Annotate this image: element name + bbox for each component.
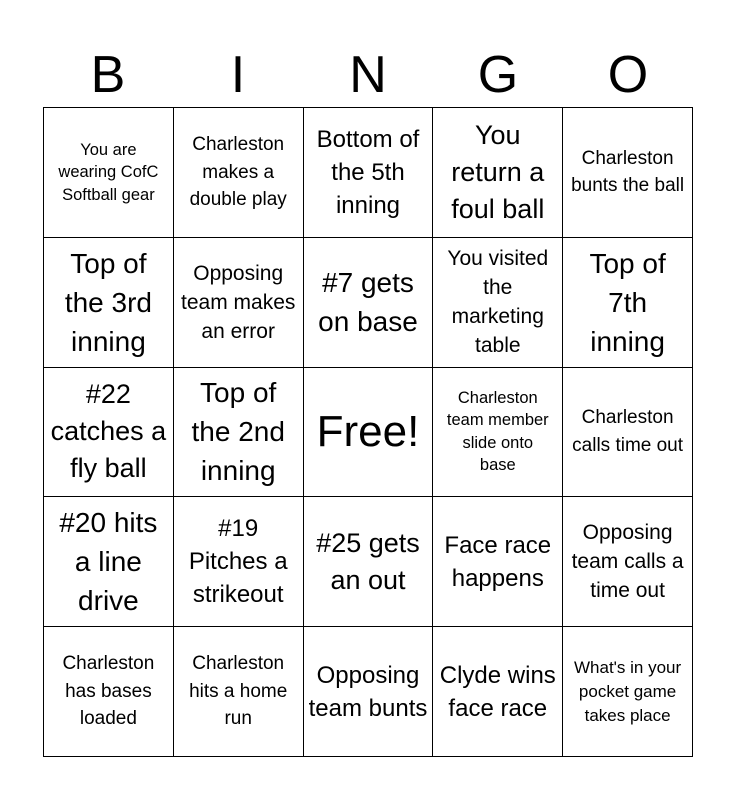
bingo-cell[interactable] bbox=[304, 108, 434, 238]
cell-text: You are wearing CofC Softball gear bbox=[58, 140, 159, 204]
cell-text: Charleston calls time out bbox=[572, 407, 684, 456]
header-letter-b: B bbox=[90, 46, 126, 104]
bingo-cell[interactable] bbox=[304, 238, 434, 368]
cell-text: Top of the 2nd inning bbox=[191, 377, 285, 487]
cell-text: Charleston team member slide onto base bbox=[446, 388, 549, 475]
cell-text: #25 gets an out bbox=[316, 527, 420, 595]
bingo-cell[interactable] bbox=[433, 497, 563, 627]
header-letter-n: N bbox=[349, 46, 387, 104]
bingo-cell[interactable] bbox=[563, 238, 693, 368]
bingo-cell[interactable] bbox=[563, 627, 693, 757]
bingo-cell[interactable] bbox=[174, 108, 304, 238]
cell-text: You visited the marketing table bbox=[447, 247, 549, 358]
cell-text: Bottom of the 5th inning bbox=[316, 125, 420, 219]
bingo-cell[interactable] bbox=[44, 497, 174, 627]
cell-text: #19 Pitches a strikeout bbox=[188, 515, 288, 609]
cell-text: Charleston makes a double play bbox=[189, 134, 287, 211]
header-letter-i: I bbox=[230, 46, 246, 104]
cell-text: What's in your pocket game takes place bbox=[574, 657, 682, 725]
bingo-cell[interactable] bbox=[433, 238, 563, 368]
free-space-text: Free! bbox=[316, 406, 420, 456]
bingo-cell[interactable] bbox=[44, 368, 174, 498]
bingo-cell[interactable] bbox=[433, 108, 563, 238]
bingo-cell[interactable] bbox=[44, 238, 174, 368]
header-letter-o: O bbox=[607, 46, 649, 104]
cell-text: Opposing team makes an error bbox=[181, 261, 296, 343]
cell-text: Charleston hits a home run bbox=[189, 653, 288, 730]
bingo-cell[interactable] bbox=[304, 627, 434, 757]
cell-text: Opposing team bunts bbox=[308, 661, 428, 722]
cell-text: Face race happens bbox=[444, 531, 552, 592]
bingo-cell[interactable] bbox=[433, 627, 563, 757]
cell-text: You return a foul ball bbox=[451, 119, 545, 224]
cell-text: #20 hits a line drive bbox=[59, 507, 158, 617]
cell-text: Opposing team calls a time out bbox=[571, 521, 684, 603]
cell-text: Charleston bunts the ball bbox=[571, 147, 685, 197]
cell-text: #22 catches a fly ball bbox=[50, 379, 167, 484]
header-letter-g: G bbox=[477, 46, 519, 104]
cell-text: Top of 7th inning bbox=[589, 247, 666, 357]
cell-text: Charleston has bases loaded bbox=[62, 653, 155, 730]
bingo-cell[interactable] bbox=[174, 627, 304, 757]
bingo-cell[interactable] bbox=[563, 108, 693, 238]
bingo-cell[interactable] bbox=[174, 497, 304, 627]
bingo-cell[interactable] bbox=[44, 627, 174, 757]
bingo-cell[interactable] bbox=[174, 238, 304, 368]
bingo-cell[interactable] bbox=[304, 497, 434, 627]
bingo-cell[interactable] bbox=[174, 368, 304, 498]
bingo-cell[interactable] bbox=[433, 368, 563, 498]
cell-text: #7 gets on base bbox=[318, 267, 418, 338]
bingo-cell[interactable] bbox=[563, 497, 693, 627]
bingo-cell-free[interactable] bbox=[304, 368, 434, 498]
cell-text: Top of the 3rd inning bbox=[64, 247, 152, 357]
bingo-header bbox=[43, 44, 693, 106]
cell-text: Clyde wins face race bbox=[439, 661, 556, 722]
bingo-cell[interactable] bbox=[44, 108, 174, 238]
bingo-grid bbox=[43, 107, 693, 757]
bingo-cell[interactable] bbox=[563, 368, 693, 498]
